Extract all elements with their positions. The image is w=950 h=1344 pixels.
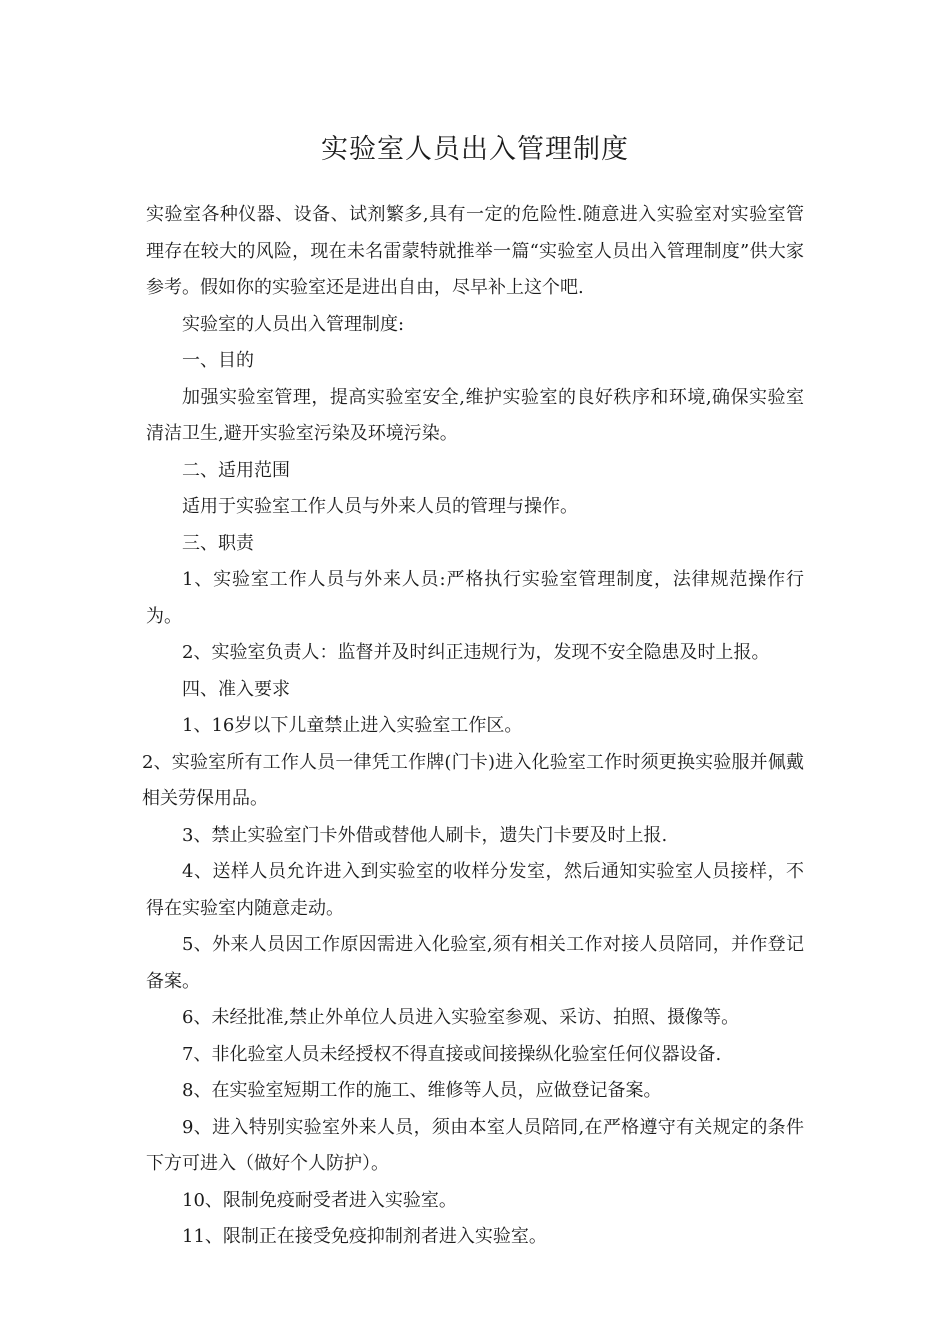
list-item-access-8: 8、在实验室短期工作的施工、维修等人员，应做登记备案。 bbox=[182, 1080, 662, 1101]
list-item-duty-2: 2、实验室负责人：监督并及时纠正违规行为，发现不安全隐患及时上报。 bbox=[182, 642, 770, 663]
document-body bbox=[142, 197, 804, 1256]
list-item-access-7: 7、非化验室人员未经授权不得直接或间接操纵化验室任何仪器设备. bbox=[182, 1043, 722, 1065]
paragraph-scope: 适用于实验室工作人员与外来人员的管理与操作。 bbox=[182, 496, 578, 517]
list-item-access-3: 3、禁止实验室门卡外借或替他人刷卡，遗失门卡要及时上报. bbox=[182, 824, 668, 846]
list-item-access-10: 10、限制免疫耐受者进入实验室。 bbox=[182, 1189, 457, 1211]
paragraph-purpose: 加强实验室管理，提高实验室安全,维护实验室的良好秩序和环境,确保实验室清洁卫生,避开实验室污染及环境污染。 bbox=[146, 386, 804, 444]
list-item-access-1: 1、16岁以下儿童禁止进入实验室工作区。 bbox=[182, 715, 523, 736]
document-title: 实验室人员出入管理制度 bbox=[321, 134, 629, 165]
section-heading-scope: 二、适用范围 bbox=[182, 459, 290, 481]
list-item-access-11: 11、限制正在接受免疫抑制剂者进入实验室。 bbox=[182, 1226, 547, 1247]
section-heading-access: 四、准入要求 bbox=[182, 678, 290, 700]
section-heading-duties: 三、职责 bbox=[182, 532, 254, 554]
list-item-access-2: 2、实验室所有工作人员一律凭工作牌(门卡)进入化验室工作时须更换实验服并佩戴相关劳保用品。 bbox=[142, 751, 804, 809]
section-heading-purpose: 一、目的 bbox=[182, 350, 254, 371]
list-item-access-5: 5、外来人员因工作原因需进入化验室,须有相关工作对接人员陪同，并作登记备案。 bbox=[146, 934, 804, 992]
list-item-access-9: 9、进入特别实验室外来人员，须由本室人员陪同,在严格遵守有关规定的条件下方可进入（做好个人防护）。 bbox=[146, 1116, 804, 1174]
list-item-access-6: 6、未经批准,禁止外单位人员进入实验室参观、采访、拍照、摄像等。 bbox=[182, 1007, 740, 1028]
list-item-access-4: 4、送样人员允许进入到实验室的收样分发室，然后通知实验室人员接样，不得在实验室内随意走动。 bbox=[146, 861, 804, 919]
paragraph-heading-system: 实验室的人员出入管理制度: bbox=[182, 313, 405, 335]
list-item-duty-1: 1、实验室工作人员与外来人员:严格执行实验室管理制度，法律规范操作行为。 bbox=[146, 569, 804, 627]
paragraph-intro: 实验室各种仪器、设备、试剂繁多,具有一定的危险性.随意进入实验室对实验室管理存在较大的风险，现在未名雷蒙特就推举一篇“实验室人员出入管理制度”供大家参考。假如你的实验室还是进出自由，尽早补上这个吧. bbox=[146, 204, 804, 298]
